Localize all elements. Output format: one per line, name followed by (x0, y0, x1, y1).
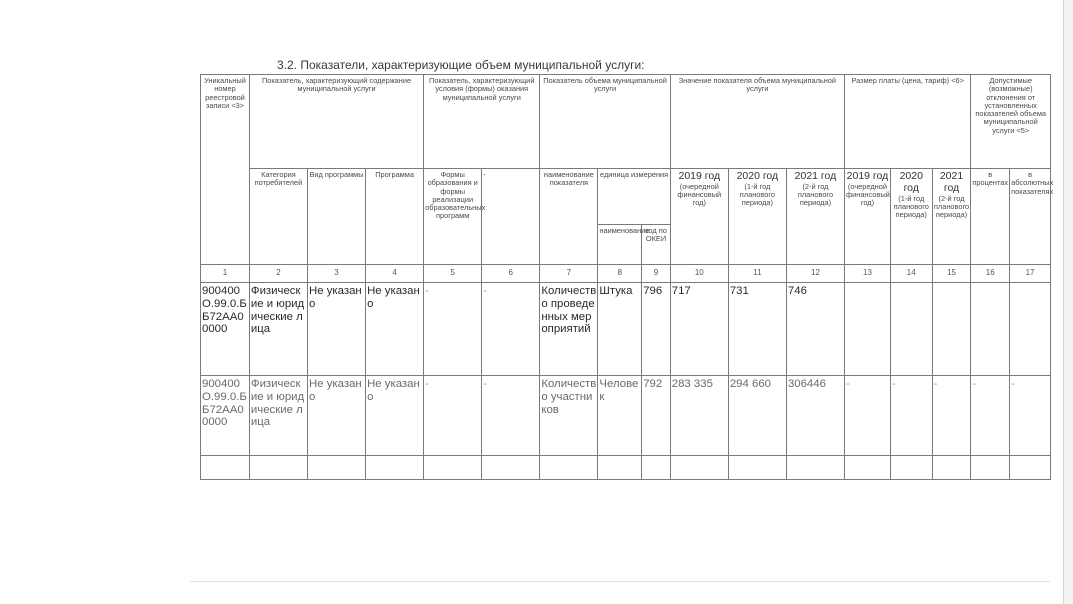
year-2019-header (670, 169, 728, 265)
empty-cell (971, 456, 1010, 480)
column-number: 13 (845, 265, 891, 283)
column-number: 1 (201, 265, 250, 283)
table-row (201, 376, 1051, 456)
empty-cell (890, 456, 932, 480)
column-number: 4 (366, 265, 424, 283)
empty-row (201, 456, 1051, 480)
fee-2021-sub: (2-й год планового периода) (933, 193, 970, 219)
year-2019-label: 2019 год (678, 170, 721, 182)
volume-value-header: Значение показателя объема муниципальной услуги (670, 75, 844, 169)
absolute-header: в абсолютных показателях (1010, 169, 1051, 265)
year-2020-sub: (1-й год планового периода) (739, 181, 775, 208)
column-number: 9 (642, 265, 671, 283)
column-number: 7 (540, 265, 598, 283)
registry-cell: 900400О.99.0.ББ72АА00000 (201, 376, 250, 456)
empty-cell (598, 456, 642, 480)
program-type-header: Вид программы (307, 169, 365, 265)
year-2020-header (728, 169, 786, 265)
empty-cell (642, 456, 671, 480)
conditions-indicator-header: Показатель, характеризующий условия (формы) оказания муниципальной услуги (424, 75, 540, 169)
percent-cell (971, 283, 1010, 376)
column-number: 3 (307, 265, 365, 283)
col6-cell: - (482, 376, 540, 456)
fee-2021-cell (932, 283, 971, 376)
value-2020-cell: 294 660 (728, 376, 786, 456)
table-row (201, 283, 1051, 376)
year-2020-label: 2020 год (736, 170, 779, 182)
category-header: Категория потребителей (249, 169, 307, 265)
column-number: 6 (482, 265, 540, 283)
registry-cell: 900400О.99.0.ББ72АА00000 (201, 283, 250, 376)
empty-cell (366, 456, 424, 480)
column-number: 2 (249, 265, 307, 283)
section-title: 3.2. Показатели, характеризующие объем муниципальной услуги: (277, 58, 645, 72)
column-number: 17 (1010, 265, 1051, 283)
percent-header: в процентах (971, 169, 1010, 265)
header-row-2 (201, 169, 1051, 225)
value-2019-cell: 717 (670, 283, 728, 376)
fee-2021-cell: - (932, 376, 971, 456)
fee-size-header: Размер платы (цена, тариф) <6> (845, 75, 971, 169)
value-2021-cell: 746 (786, 283, 844, 376)
okei-cell: 792 (642, 376, 671, 456)
value-2021-cell: 306446 (786, 376, 844, 456)
column-number-row (201, 265, 1051, 283)
header-row-1 (201, 75, 1051, 169)
fee-2020-sub: (1-й год планового периода) (893, 193, 929, 219)
column-number: 15 (932, 265, 971, 283)
fee-2020-cell: - (890, 376, 932, 456)
okei-cell: 796 (642, 283, 671, 376)
column-number: 8 (598, 265, 642, 283)
category-cell: Физические и юридические лица (249, 283, 307, 376)
empty-cell (540, 456, 598, 480)
conditions-dash-header: - (482, 169, 540, 265)
column-number: 11 (728, 265, 786, 283)
okei-header: код по ОКЕИ (642, 225, 671, 265)
value-2019-cell: 283 335 (670, 376, 728, 456)
fee-2019-header (845, 169, 891, 265)
empty-cell (201, 456, 250, 480)
unit-cell: Штука (598, 283, 642, 376)
unit-name-header: наименование (598, 225, 642, 265)
unit-header: единица измерения (598, 169, 670, 225)
content-indicator-header: Показатель, характеризующий содержание муниципальной услуги (249, 75, 423, 169)
empty-cell (1010, 456, 1051, 480)
fee-2020-cell (890, 283, 932, 376)
empty-cell (786, 456, 844, 480)
program-type-cell: Не указано (307, 376, 365, 456)
empty-cell (307, 456, 365, 480)
indicator-name-header: наименование показателя (540, 169, 598, 265)
column-number: 5 (424, 265, 482, 283)
indicator-cell: Количество участников (540, 376, 598, 456)
absolute-cell (1010, 283, 1051, 376)
volume-indicator-header: Показатель объема муниципальной услуги (540, 75, 670, 169)
column-number: 16 (971, 265, 1010, 283)
year-2019-sub: (очередной финансовый год) (677, 181, 722, 208)
fee-2020-label: 2020 год (899, 170, 923, 194)
unit-cell: Человек (598, 376, 642, 456)
col6-cell: - (482, 283, 540, 376)
program-cell: Не указано (366, 376, 424, 456)
year-2021-sub: (2-й год планового периода) (797, 181, 834, 208)
fee-2021-label: 2021 год (939, 170, 964, 194)
fee-2019-cell (845, 283, 891, 376)
form-cell: - (424, 376, 482, 456)
empty-cell (670, 456, 728, 480)
fee-2019-label: 2019 год (846, 170, 889, 182)
indicator-cell: Количество проведенных мероприятий (540, 283, 598, 376)
year-2021-header (786, 169, 844, 265)
column-number: 12 (786, 265, 844, 283)
empty-cell (249, 456, 307, 480)
percent-cell: - (971, 376, 1010, 456)
form-cell: - (424, 283, 482, 376)
fee-2019-cell: - (845, 376, 891, 456)
program-type-cell: Не указано (307, 283, 365, 376)
column-number: 10 (670, 265, 728, 283)
education-forms-header: Формы образования и формы реализации образовательных программ (424, 169, 482, 265)
empty-cell (932, 456, 971, 480)
fee-2021-header (932, 169, 971, 265)
fee-2020-header (890, 169, 932, 265)
year-2021-label: 2021 год (794, 170, 837, 182)
page-edge (1063, 0, 1073, 604)
empty-cell (482, 456, 540, 480)
program-header: Программа (366, 169, 424, 265)
value-2020-cell: 731 (728, 283, 786, 376)
volume-indicators-table (200, 74, 1054, 480)
empty-cell (728, 456, 786, 480)
deviations-header: Допустимые (возможные) отклонения от установленных показателей объема муниципальной услуги <5> (971, 75, 1051, 169)
registry-number-header: Уникальный номер реестровой записи <3> (201, 75, 250, 265)
empty-cell (424, 456, 482, 480)
page-bottom-line (190, 581, 1050, 582)
empty-cell (845, 456, 891, 480)
absolute-cell: - (1010, 376, 1051, 456)
column-number: 14 (890, 265, 932, 283)
program-cell: Не указано (366, 283, 424, 376)
category-cell: Физические и юридические лица (249, 376, 307, 456)
fee-2019-sub: (очередной финансовый год) (846, 181, 890, 208)
